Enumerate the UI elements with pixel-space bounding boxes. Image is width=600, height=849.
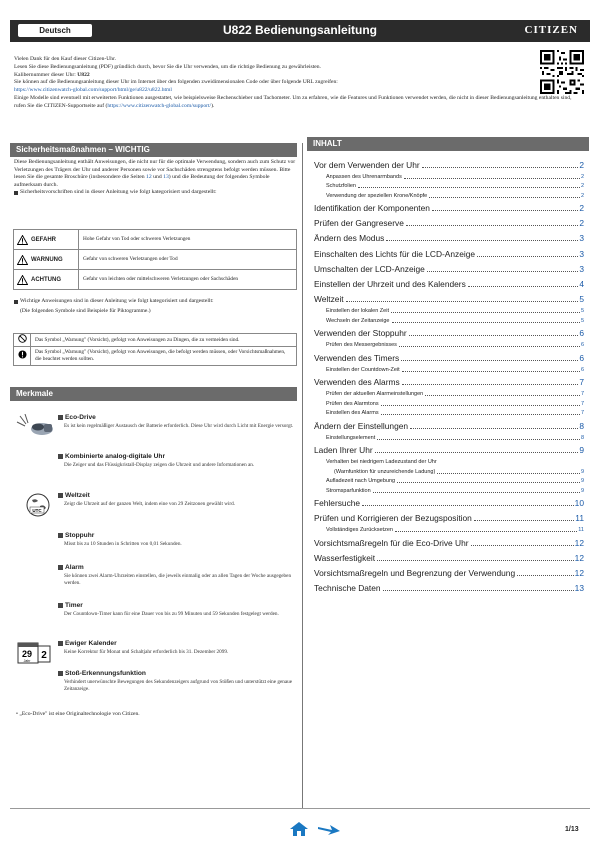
toc-entry-title: Technische Daten [314, 583, 381, 594]
toc-leader-dots [437, 472, 580, 474]
toc-page-number[interactable]: 5 [580, 317, 584, 324]
table-row [14, 250, 297, 270]
toc-page-number[interactable]: 12 [574, 537, 584, 548]
toc-entry[interactable] [314, 443, 584, 458]
risk-level-table [13, 229, 297, 290]
toc-entry-title: Verwenden der Stoppuhr [314, 328, 407, 339]
toc-leader-dots [395, 530, 577, 532]
mandatory-icon [18, 350, 27, 359]
safety-bullet-1-text: Sicherheitsvorschriften sind in dieser Anleitung wie folgt kategorisiert und dargestellt: [20, 189, 217, 196]
toc-entry[interactable] [314, 365, 584, 374]
calendar-icon [16, 640, 56, 666]
toc-entry-title: Prüfen der Gangreserve [314, 218, 404, 229]
level-label-caution: ACHTUNG [31, 276, 61, 283]
toc-page-number[interactable]: 6 [579, 352, 584, 363]
toc-page-number[interactable]: 7 [580, 400, 584, 407]
toc-entry-title: Aufladezeit nach Umgebung [326, 478, 396, 485]
toc-entry[interactable] [314, 375, 584, 390]
toc-leader-dots [402, 383, 579, 385]
toc-entry[interactable] [314, 231, 584, 246]
toc-leader-dots [474, 519, 574, 521]
symbol-desc-prohibited: Das Symbol „Warnung" (Vorsicht), gefolgt von Anweisungen zu Dingen, die zu vermeiden sind. [31, 334, 297, 347]
toc-page-number[interactable]: 7 [580, 391, 584, 398]
feature-title: Timer [65, 602, 83, 609]
feature-bullet-icon [58, 565, 63, 570]
level-label-warning: WARNUNG [31, 256, 63, 263]
toc-entry[interactable] [314, 418, 584, 433]
world-time-icon [16, 492, 56, 518]
toc-entry[interactable] [314, 495, 584, 510]
toc-leader-dots [392, 321, 580, 323]
toc-leader-dots [381, 413, 580, 415]
toc-entry[interactable] [314, 565, 584, 580]
caliber-label: Kalibernummer dieser Uhr: [14, 71, 76, 78]
safety-heading: Sicherheitsmaßnahmen – WICHTIG [10, 143, 297, 157]
sun-light-icon [16, 414, 56, 438]
toc-entry-title: Einstellungselement [326, 434, 376, 441]
feature-title: Weltzeit [65, 492, 90, 499]
next-page-arrow-icon[interactable] [318, 825, 340, 835]
toc-heading: INHALT [307, 137, 589, 151]
page-ref-13-link[interactable]: 13 [163, 174, 169, 181]
toc-page-number[interactable]: 2 [580, 173, 584, 180]
toc-leader-dots [391, 311, 580, 313]
toc-entry-title: Einstellen der Uhrzeit und des Kalenders [314, 278, 466, 289]
toc-entry-title: Einstellen des Alarms [326, 410, 379, 417]
toc-page-number[interactable]: 3 [579, 233, 584, 244]
toc-leader-dots [404, 177, 580, 179]
toc-entry-title: Anpassen des Uhrenarmbands [326, 173, 402, 180]
qr-code-icon[interactable] [540, 50, 584, 94]
intro-line-3: Sie können auf die Bedienungsanleitung dieser Uhr im Internet über den folgenden zweidimensionalen Code oder über folgende URL zugreifen: [14, 79, 338, 86]
toc-entry[interactable] [314, 458, 584, 467]
table-row [14, 334, 297, 347]
toc-entry[interactable] [314, 246, 584, 261]
feature-title: Eco-Drive [65, 414, 96, 421]
toc-page-number[interactable]: 6 [579, 328, 584, 339]
level-desc-caution: Gefahr von leichten oder mittelschweren Verletzungen oder Sachschäden [79, 270, 297, 290]
toc-entry[interactable] [314, 191, 584, 200]
toc-entry-title: Prüfen des Alarmtons [326, 400, 379, 407]
toc-page-number[interactable]: 2 [580, 192, 584, 199]
toc-page-number[interactable]: 2 [579, 202, 584, 213]
calendar-day: 29 [21, 649, 33, 659]
toc-entry-title: Verhalten bei niedrigem Ladezustand der Uhr [326, 459, 437, 466]
toc-leader-dots [425, 394, 580, 396]
toc-entry-title: Stromsparfunktion [326, 487, 371, 494]
world-icon-label: UTC [32, 508, 42, 513]
feature-bullet-icon [58, 493, 63, 498]
support-url-link[interactable]: https://www.citizenwatch-global.com/support/ [107, 102, 212, 109]
feature-desc: Es ist kein regelmäßiger Austausch der Batterie erforderlich. Diese Uhr wird durch Licht mit Energie versorgt. [64, 423, 294, 429]
toc-entry[interactable] [314, 216, 584, 231]
toc-leader-dots [362, 504, 574, 506]
toc-leader-dots [383, 589, 574, 591]
toc-entry-title: Wechseln der Zeitanzeige [326, 317, 390, 324]
feature-bullet-icon [58, 415, 63, 420]
toc-page-number[interactable]: 5 [580, 308, 584, 315]
feature-title: Kombinierte analog-digitale Uhr [65, 453, 166, 460]
toc-entry[interactable] [314, 157, 584, 172]
toc-leader-dots [409, 334, 579, 336]
toc-leader-dots [471, 544, 574, 546]
toc-page-number[interactable]: 9 [580, 478, 584, 485]
toc-entry[interactable] [314, 325, 584, 340]
toc-entry-title: Schutzfolien [326, 183, 356, 190]
toc-page-number[interactable]: 2 [580, 183, 584, 190]
eco-drive-note: • „Eco-Drive" ist eine Originaltechnologie von Citizen. [16, 711, 140, 717]
header-bar [10, 20, 590, 42]
toc-entry[interactable] [314, 307, 584, 316]
intro-line-4b: ). [211, 102, 215, 109]
safety-bullet-2 [14, 298, 297, 308]
toc-entry-title: Verwendung der speziellen Krone/Knöpfe [326, 192, 428, 199]
feature-desc: Sie können zwei Alarm-Uhrzeiten einstellen, die jeweils einmalig oder an allen Tagen der Woche ausgegeben werden. [64, 573, 292, 587]
toc-entry-title: Einschalten des Lichts für die LCD-Anzeige [314, 248, 476, 259]
toc-entry[interactable] [314, 526, 584, 535]
bullet-square-icon [14, 300, 18, 304]
calendar-year-label: Jahr [23, 659, 31, 663]
toc-page-number[interactable]: 11 [578, 527, 584, 534]
toc-leader-dots [468, 285, 579, 287]
toc-entry-title: Vor dem Verwenden der Uhr [314, 159, 420, 170]
toc-leader-dots [397, 481, 580, 483]
toc-entry-title: Vorsichtsmaßregeln und Begrenzung der Verwendung [314, 568, 516, 579]
page-indicator: 1/13 [565, 826, 579, 833]
footer-divider [10, 808, 590, 809]
manual-url-link[interactable]: https://www.citizenwatch-global.com/support/html/ge/u822/u822.html [14, 87, 172, 94]
toc-entry[interactable] [314, 550, 584, 565]
toc-entry-title: Identifikation der Komponenten [314, 202, 430, 213]
toc-page-number[interactable]: 2 [579, 218, 584, 229]
feature-bullet-icon [58, 454, 63, 459]
toc-entry[interactable] [314, 341, 584, 350]
document-title: U822 Bedienungsanleitung [222, 23, 378, 37]
level-desc-warning: Gefahr von schweren Verletzungen oder Tod [79, 250, 297, 270]
toc-page-number[interactable]: 8 [580, 434, 584, 441]
feature-title: Ewiger Kalender [65, 640, 117, 647]
language-badge: Deutsch [18, 24, 92, 37]
page-ref-12-link[interactable]: 12 [146, 174, 152, 181]
toc-leader-dots [410, 427, 578, 429]
safety-bullet-2-text: Wichtige Anweisungen sind in dieser Anleitung wie folgt kategorisiert und dargestellt: [20, 298, 214, 304]
toc-leader-dots [427, 270, 579, 272]
toc-entry-title: (Warnfunktion für unzureichende Ladung) [334, 468, 436, 475]
toc-leader-dots [517, 574, 574, 576]
toc-entry[interactable] [314, 399, 584, 408]
table-row [14, 347, 297, 366]
caliber-value: U822 [77, 71, 90, 78]
feature-title: Stoß-Erkennungsfunktion [65, 670, 146, 677]
toc-leader-dots [386, 239, 578, 241]
toc-entry-title: Ändern des Modus [314, 233, 385, 244]
feature-title: Stoppuhr [65, 532, 95, 539]
toc-entry[interactable] [314, 316, 584, 325]
safety-paragraph-b: ) und die Bedeutung der folgenden Symbole aufmerksam durch. [14, 174, 270, 188]
toc-leader-dots [373, 491, 580, 493]
intro-line-2: Lesen Sie diese Bedienungsanleitung (PDF) gründlich durch, bevor Sie die Uhr verwenden, um die richtige Bedienung zu gewährleisten. [14, 63, 321, 70]
toc-page-number[interactable]: 7 [580, 410, 584, 417]
feature-desc: Die Zeiger und das Flüssigkristall-Display zeigen die Uhrzeit und andere Informationen an. [64, 462, 255, 468]
warning-triangle-icon [17, 255, 28, 265]
features-heading: Merkmale [10, 387, 297, 401]
toc-page-number[interactable]: 5 [579, 294, 584, 305]
feature-bullet-icon [58, 603, 63, 608]
caution-triangle-icon [17, 275, 28, 285]
toc-entry-title: Umschalten der LCD-Anzeige [314, 263, 425, 274]
toc-entry[interactable] [314, 477, 584, 486]
brand-logo: CITIZEN [524, 24, 578, 36]
toc-entry[interactable] [314, 535, 584, 550]
toc-entry[interactable] [314, 581, 584, 596]
toc-page-number[interactable]: 4 [579, 278, 584, 289]
toc-leader-dots [401, 359, 578, 361]
symbol-desc-mandatory: Das Symbol „Warnung" (Vorsicht), gefolgt von Anweisungen, die befolgt werden müssen, oder Vorsichtsmaßnahmen, die beachtet werden sollten. [31, 347, 297, 366]
toc-leader-dots [477, 255, 578, 257]
toc-leader-dots [377, 438, 580, 440]
toc-entry-title: Ändern der Einstellungen [314, 420, 409, 431]
feature-desc: Verhindert unerwünschte Bewegungen des Sekundenzeigers aufgrund von Stößen und unterstützt eine genaue Zeitanzeige. [64, 679, 293, 693]
symbol-table [13, 333, 297, 366]
toc-leader-dots [399, 345, 580, 347]
toc-leader-dots [402, 370, 580, 372]
toc-page-number[interactable]: 9 [580, 468, 584, 475]
toc-page-number[interactable]: 9 [580, 487, 584, 494]
toc-page-number[interactable]: 2 [579, 159, 584, 170]
table-row [14, 230, 297, 250]
toc-leader-dots [381, 404, 580, 406]
and-word: und [151, 174, 164, 181]
toc-page-number[interactable]: 8 [579, 420, 584, 431]
toc-page-number[interactable]: 7 [579, 377, 584, 388]
safety-bullet-2-sub: (Die folgenden Symbole sind Beispiele für Piktogramme.) [20, 307, 151, 314]
toc-entry-title: Prüfen und Korrigieren der Bezugsposition [314, 513, 472, 524]
toc-entry[interactable] [314, 200, 584, 215]
toc-entry[interactable] [314, 172, 584, 181]
toc-entry-title: Prüfen der aktuellen Alarmeinstellungen [326, 391, 424, 398]
toc-entry-title: Einstellen der lokalen Zeit [326, 308, 389, 315]
toc-entry-title: Prüfen des Messergebnisses [326, 342, 397, 349]
toc-entry[interactable] [314, 433, 584, 442]
intro-line-4a: Einige Modelle sind eventuell mit erweiterten Funktionen ausgestattet, wie beispielsweise Rechenschieber und Tachometer. Um zu erfahren, wie die Features und Funktionen verwendet werden, die nicht in dieser Bedienungsanleitung enthalten sind, rufen Sie die CITIZEN-Supportseite auf ( [14, 94, 572, 109]
level-desc-danger: Hohe Gefahr von Tod oder schweren Verletzungen [79, 230, 297, 250]
toc-entry[interactable] [314, 486, 584, 495]
toc-entry[interactable] [314, 409, 584, 418]
toc-page-number[interactable]: 3 [579, 248, 584, 259]
toc-entry-title: Verwenden des Timers [314, 352, 400, 363]
toc-leader-dots [429, 196, 580, 198]
toc-page-number[interactable]: 12 [574, 568, 584, 579]
column-divider [302, 143, 303, 808]
danger-warning-icon [17, 235, 28, 245]
feature-desc: Zeigt die Uhrzeit auf der ganzen Welt, indem eine von 29 Zeitzonen gewählt wird. [64, 501, 236, 507]
feature-desc: Misst bis zu 10 Stunden in Schritten von 0,01 Sekunden. [64, 541, 182, 547]
toc-page-number[interactable]: 6 [580, 366, 584, 373]
safety-text [14, 159, 297, 199]
toc-page-number[interactable]: 6 [580, 342, 584, 349]
toc-entry[interactable] [314, 350, 584, 365]
prohibited-icon [18, 334, 27, 343]
intro-line-4 [14, 95, 580, 111]
symbols-intro [14, 298, 297, 315]
safety-bullet-1 [14, 189, 297, 199]
table-row [14, 270, 297, 290]
toc-page-number[interactable]: 10 [574, 497, 584, 508]
feature-bullet-icon [58, 533, 63, 538]
toc-leader-dots [432, 209, 578, 211]
table-of-contents [314, 157, 584, 596]
toc-leader-dots [406, 224, 578, 226]
feature-title: Alarm [65, 564, 84, 571]
intro-text [14, 56, 572, 111]
toc-leader-dots [346, 300, 579, 302]
toc-leader-dots [422, 166, 579, 168]
toc-page-number[interactable]: 9 [579, 445, 584, 456]
feature-bullet-icon [58, 641, 63, 646]
toc-page-number[interactable]: 11 [575, 513, 584, 524]
toc-entry-title: Verwenden des Alarms [314, 377, 400, 388]
safety-paragraph [14, 159, 297, 189]
toc-entry[interactable] [314, 276, 584, 291]
toc-leader-dots [377, 559, 574, 561]
toc-page-number[interactable]: 13 [574, 583, 584, 594]
toc-page-number[interactable]: 12 [574, 552, 584, 563]
level-label-danger: GEFAHR [31, 236, 57, 243]
home-icon[interactable] [290, 822, 308, 836]
toc-entry[interactable] [314, 390, 584, 399]
toc-entry[interactable] [314, 510, 584, 525]
toc-entry-title: Einstellen der Countdown-Zeit [326, 366, 400, 373]
toc-entry[interactable] [314, 291, 584, 306]
toc-entry-title: Laden Ihrer Uhr [314, 445, 373, 456]
toc-entry[interactable] [314, 467, 584, 476]
toc-entry-title: Weltzeit [314, 294, 344, 305]
feature-bullet-icon [58, 671, 63, 676]
eco-note-text: „Eco-Drive" ist eine Originaltechnologie von Citizen. [19, 711, 140, 717]
safety-paragraph-a: Diese Bedienungsanleitung enthält Anweisungen, die nicht nur für die optimale Verwendung, sondern auch zum Schutz vor Verletzungen des Trägers der Uhr und anderer Personen sowie vor Sachschäden strengstens befolgt werden müssen. Bitte lesen Sie die gesamte Broschüre (insbesondere die Seiten [14, 159, 296, 181]
toc-entry[interactable] [314, 182, 584, 191]
intro-line-1: Vielen Dank für den Kauf dieser Citizen-Uhr. [14, 56, 117, 62]
toc-entry-title: Wasserfestigkeit [314, 552, 376, 563]
toc-entry[interactable] [314, 261, 584, 276]
toc-entry-title: Vollständiges Zurücksetzen [326, 527, 393, 534]
toc-entry-title: Vorsichtsmaßregeln für die Eco-Drive Uhr [314, 537, 469, 548]
bullet-square-icon [14, 191, 18, 195]
calendar-month: 2 [41, 650, 47, 661]
feature-desc: Der Countdown-Timer kann für eine Dauer von bis zu 99 Minuten und 59 Sekunden festgelegt werden. [64, 611, 279, 617]
toc-page-number[interactable]: 3 [579, 263, 584, 274]
toc-leader-dots [358, 186, 580, 188]
feature-desc: Keine Korrektur für Monat und Schaltjahr erforderlich bis 31. Dezember 2099. [64, 649, 229, 655]
toc-entry-title: Fehlersuche [314, 497, 361, 508]
toc-leader-dots [375, 451, 579, 453]
